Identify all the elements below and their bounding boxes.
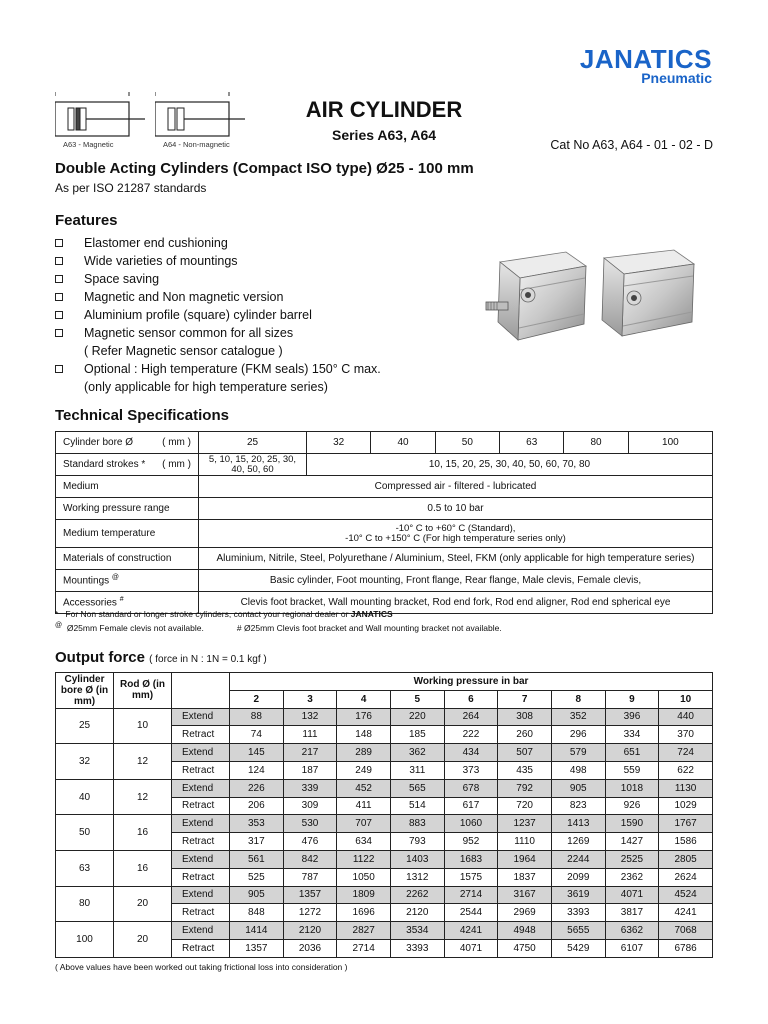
force-row-extend: [56, 922, 713, 940]
force-row-extend: [56, 779, 713, 797]
retract-label: Retract: [172, 939, 230, 957]
force-value-cell: 352: [551, 708, 605, 726]
force-value-cell: 3167: [498, 886, 552, 904]
rod-cell: 12: [114, 744, 172, 780]
force-value-cell: 1050: [337, 868, 391, 886]
force-value-cell: 296: [551, 726, 605, 744]
spec-row-materials: [56, 548, 713, 570]
air-cylinder-illustration: [478, 240, 708, 350]
force-value-cell: 707: [337, 815, 391, 833]
retract-label: Retract: [172, 726, 230, 744]
spec-label: Materials of construction: [56, 548, 199, 570]
force-value-cell: 2525: [605, 850, 659, 868]
tech-spec-heading: Technical Specifications: [55, 407, 229, 424]
pressure-header: Working pressure in bar: [230, 673, 713, 691]
force-value-cell: 1586: [659, 833, 713, 851]
force-value-cell: 1413: [551, 815, 605, 833]
bore-cell: 63: [56, 850, 114, 886]
force-value-cell: 720: [498, 797, 552, 815]
force-value-cell: 370: [659, 726, 713, 744]
checkbox-bullet-icon: [55, 239, 63, 247]
force-value-cell: 2362: [605, 868, 659, 886]
force-value-cell: 787: [283, 868, 337, 886]
force-value-cell: 435: [498, 761, 552, 779]
feature-item: Optional : High temperature (FKM seals) 150° C max. (only applicable for high temperature series): [55, 360, 475, 396]
force-value-cell: 308: [498, 708, 552, 726]
force-value-cell: 4071: [605, 886, 659, 904]
force-value-cell: 905: [230, 886, 284, 904]
feature-item: Wide varieties of mountings: [55, 252, 475, 270]
force-value-cell: 2036: [283, 939, 337, 957]
force-value-cell: 793: [390, 833, 444, 851]
rod-cell: 16: [114, 815, 172, 851]
force-value-cell: 334: [605, 726, 659, 744]
pressure-value-header: 7: [498, 690, 552, 708]
spec-cell: Aluminium, Nitrile, Steel, Polyurethane / Aluminium, Steel, FKM (only applicable for high temperature series): [199, 548, 713, 570]
rod-cell: 20: [114, 886, 172, 922]
pressure-value-header: 9: [605, 690, 659, 708]
force-row-extend: [56, 850, 713, 868]
extend-label: Extend: [172, 886, 230, 904]
force-value-cell: 1122: [337, 850, 391, 868]
features-heading: Features: [55, 212, 118, 229]
checkbox-bullet-icon: [55, 329, 63, 337]
pressure-value-header: 4: [337, 690, 391, 708]
spec-row-bore: [56, 432, 713, 454]
force-value-cell: 220: [390, 708, 444, 726]
spec-label: Standard strokes * ( mm ): [56, 454, 199, 476]
force-value-cell: 823: [551, 797, 605, 815]
force-value-cell: 525: [230, 868, 284, 886]
force-value-cell: 5655: [551, 922, 605, 940]
force-value-cell: 1312: [390, 868, 444, 886]
force-value-cell: 132: [283, 708, 337, 726]
rod-cell: 10: [114, 708, 172, 744]
force-value-cell: 187: [283, 761, 337, 779]
force-value-cell: 124: [230, 761, 284, 779]
rod-cell: 20: [114, 922, 172, 958]
note-2: @ Ø25mm Female clevis not available. # Ø25mm Clevis foot bracket and Wall mounting bracket not available.: [55, 622, 502, 633]
schematic-a63-caption: A63 - Magnetic: [63, 140, 114, 149]
force-value-cell: 1837: [498, 868, 552, 886]
force-value-cell: 514: [390, 797, 444, 815]
force-value-cell: 4524: [659, 886, 713, 904]
spec-row-pressure: [56, 498, 713, 520]
extend-label: Extend: [172, 744, 230, 762]
force-value-cell: 145: [230, 744, 284, 762]
output-force-table: [55, 672, 713, 958]
force-value-cell: 1403: [390, 850, 444, 868]
bore-header: Cylinder bore Ø (in mm): [56, 673, 114, 709]
spec-notes: [55, 608, 502, 634]
spec-label: Medium: [56, 476, 199, 498]
force-value-cell: 6362: [605, 922, 659, 940]
extend-label: Extend: [172, 708, 230, 726]
force-value-cell: 289: [337, 744, 391, 762]
force-header-row: [56, 673, 713, 691]
force-value-cell: 3393: [390, 939, 444, 957]
catalogue-number: Cat No A63, A64 - 01 - 02 - D: [550, 138, 713, 152]
bore-cell: 32: [56, 744, 114, 780]
force-value-cell: 148: [337, 726, 391, 744]
force-value-cell: 373: [444, 761, 498, 779]
spec-row-strokes: [56, 454, 713, 476]
force-value-cell: 226: [230, 779, 284, 797]
force-value-cell: 264: [444, 708, 498, 726]
force-value-cell: 452: [337, 779, 391, 797]
force-row-extend: [56, 708, 713, 726]
pressure-value-header: 10: [659, 690, 713, 708]
bore-cell: 25: [56, 708, 114, 744]
force-value-cell: 842: [283, 850, 337, 868]
force-value-cell: 476: [283, 833, 337, 851]
force-value-cell: 792: [498, 779, 552, 797]
checkbox-bullet-icon: [55, 275, 63, 283]
spec-cell: 40: [371, 432, 435, 454]
force-value-cell: 6786: [659, 939, 713, 957]
retract-label: Retract: [172, 904, 230, 922]
force-value-cell: 579: [551, 744, 605, 762]
feature-item: Magnetic and Non magnetic version: [55, 288, 475, 306]
force-value-cell: 1427: [605, 833, 659, 851]
spec-cell: 100: [628, 432, 712, 454]
force-value-cell: 617: [444, 797, 498, 815]
force-value-cell: 260: [498, 726, 552, 744]
spec-cell: Clevis foot bracket, Wall mounting bracket, Rod end fork, Rod end aligner, Rod end spherical eye: [199, 592, 713, 614]
force-value-cell: 411: [337, 797, 391, 815]
spec-label: Medium temperature: [56, 520, 199, 548]
force-row-extend: [56, 744, 713, 762]
force-value-cell: 206: [230, 797, 284, 815]
force-value-cell: 4241: [659, 904, 713, 922]
spec-row-temperature: [56, 520, 713, 548]
force-value-cell: 565: [390, 779, 444, 797]
spec-cell: 0.5 to 10 bar: [199, 498, 713, 520]
brand-name: JANATICS: [579, 44, 712, 74]
spec-cell: 32: [307, 432, 371, 454]
extend-label: Extend: [172, 850, 230, 868]
spec-cell: Compressed air - filtered - lubricated: [199, 476, 713, 498]
spec-label: Cylinder bore Ø ( mm ): [56, 432, 199, 454]
force-value-cell: 1018: [605, 779, 659, 797]
bore-cell: 50: [56, 815, 114, 851]
checkbox-bullet-icon: [55, 293, 63, 301]
spec-cell: 10, 15, 20, 25, 30, 40, 50, 60, 70, 80: [307, 454, 713, 476]
spec-cell: Basic cylinder, Foot mounting, Front flange, Rear flange, Male clevis, Female clevis,: [199, 570, 713, 592]
force-value-cell: 249: [337, 761, 391, 779]
spec-label: Accessories #: [56, 592, 199, 614]
force-value-cell: 1809: [337, 886, 391, 904]
force-value-cell: 4241: [444, 922, 498, 940]
spec-label: Mountings @: [56, 570, 199, 592]
force-value-cell: 498: [551, 761, 605, 779]
action-header: [172, 673, 230, 709]
force-value-cell: 530: [283, 815, 337, 833]
retract-label: Retract: [172, 833, 230, 851]
force-value-cell: 2969: [498, 904, 552, 922]
pressure-value-header: 6: [444, 690, 498, 708]
standard-note: As per ISO 21287 standards: [55, 181, 207, 195]
force-value-cell: 4948: [498, 922, 552, 940]
force-value-cell: 2262: [390, 886, 444, 904]
force-value-cell: 185: [390, 726, 444, 744]
checkbox-bullet-icon: [55, 257, 63, 265]
force-value-cell: 176: [337, 708, 391, 726]
features-list: [55, 234, 475, 396]
note-1: * For Non standard or longer stroke cylinders, contact your regional dealer or JANATICS: [55, 609, 393, 619]
force-value-cell: 507: [498, 744, 552, 762]
force-value-cell: 2120: [283, 922, 337, 940]
pressure-value-header: 2: [230, 690, 284, 708]
force-value-cell: 1696: [337, 904, 391, 922]
force-value-cell: 1130: [659, 779, 713, 797]
page-title: AIR CYLINDER: [305, 97, 463, 122]
pressure-value-header: 5: [390, 690, 444, 708]
checkbox-bullet-icon: [55, 311, 63, 319]
force-value-cell: 1110: [498, 833, 552, 851]
brand-tagline: Pneumatic: [641, 70, 712, 86]
spec-cell: -10° C to +60° C (Standard), -10° C to +150° C (For high temperature series only): [199, 520, 713, 548]
feature-item: Magnetic sensor common for all sizes ( Refer Magnetic sensor catalogue ): [55, 324, 475, 360]
pressure-value-header: 3: [283, 690, 337, 708]
force-value-cell: 905: [551, 779, 605, 797]
force-value-cell: 7068: [659, 922, 713, 940]
force-value-cell: 1029: [659, 797, 713, 815]
force-value-cell: 2624: [659, 868, 713, 886]
force-value-cell: 1272: [283, 904, 337, 922]
spec-cell: 50: [435, 432, 499, 454]
series-subtitle: Series A63, A64: [331, 127, 437, 143]
force-value-cell: 1575: [444, 868, 498, 886]
force-value-cell: 926: [605, 797, 659, 815]
spec-row-medium: [56, 476, 713, 498]
force-value-cell: 434: [444, 744, 498, 762]
force-value-cell: 309: [283, 797, 337, 815]
force-value-cell: 634: [337, 833, 391, 851]
force-value-cell: 848: [230, 904, 284, 922]
product-heading: Double Acting Cylinders (Compact ISO type) Ø25 - 100 mm: [55, 160, 474, 177]
spec-cell: 80: [564, 432, 628, 454]
spec-row-mountings: [56, 570, 713, 592]
force-value-cell: 111: [283, 726, 337, 744]
force-value-cell: 1590: [605, 815, 659, 833]
force-value-cell: 1683: [444, 850, 498, 868]
brand-logo: [579, 44, 712, 86]
force-value-cell: 339: [283, 779, 337, 797]
force-value-cell: 559: [605, 761, 659, 779]
force-value-cell: 1269: [551, 833, 605, 851]
force-value-cell: 317: [230, 833, 284, 851]
force-value-cell: 1414: [230, 922, 284, 940]
force-value-cell: 1767: [659, 815, 713, 833]
force-value-cell: 362: [390, 744, 444, 762]
tech-spec-table: [55, 431, 713, 614]
force-table-body: [56, 708, 713, 957]
force-value-cell: 2827: [337, 922, 391, 940]
force-value-cell: 5429: [551, 939, 605, 957]
force-value-cell: 952: [444, 833, 498, 851]
bore-cell: 80: [56, 886, 114, 922]
feature-item: Aluminium profile (square) cylinder barrel: [55, 306, 475, 324]
force-value-cell: 3393: [551, 904, 605, 922]
force-row-extend: [56, 886, 713, 904]
retract-label: Retract: [172, 761, 230, 779]
force-value-cell: 2099: [551, 868, 605, 886]
force-value-cell: 561: [230, 850, 284, 868]
rod-header: Rod Ø (in mm): [114, 673, 172, 709]
extend-label: Extend: [172, 922, 230, 940]
feature-item: Space saving: [55, 270, 475, 288]
force-value-cell: 4750: [498, 939, 552, 957]
retract-label: Retract: [172, 797, 230, 815]
pressure-value-header: 8: [551, 690, 605, 708]
force-value-cell: 1060: [444, 815, 498, 833]
force-value-cell: 2120: [390, 904, 444, 922]
force-value-cell: 353: [230, 815, 284, 833]
feature-item: Elastomer end cushioning: [55, 234, 475, 252]
bore-cell: 40: [56, 779, 114, 815]
force-value-cell: 440: [659, 708, 713, 726]
retract-label: Retract: [172, 868, 230, 886]
force-row-extend: [56, 815, 713, 833]
spec-cell: 63: [500, 432, 564, 454]
force-value-cell: 74: [230, 726, 284, 744]
force-value-cell: 883: [390, 815, 444, 833]
spec-label: Working pressure range: [56, 498, 199, 520]
force-value-cell: 3619: [551, 886, 605, 904]
force-value-cell: 2244: [551, 850, 605, 868]
schematic-a64-caption: A64 - Non-magnetic: [163, 140, 230, 149]
force-value-cell: 1357: [230, 939, 284, 957]
force-value-cell: 217: [283, 744, 337, 762]
extend-label: Extend: [172, 779, 230, 797]
checkbox-bullet-icon: [55, 365, 63, 373]
force-value-cell: 2544: [444, 904, 498, 922]
force-value-cell: 222: [444, 726, 498, 744]
force-value-cell: 2714: [337, 939, 391, 957]
bore-cell: 100: [56, 922, 114, 958]
force-value-cell: 622: [659, 761, 713, 779]
product-photo: [478, 240, 708, 355]
force-value-cell: 651: [605, 744, 659, 762]
force-value-cell: 1357: [283, 886, 337, 904]
force-value-cell: 2805: [659, 850, 713, 868]
output-footnote: ( Above values have been worked out taking frictional loss into consideration ): [55, 962, 348, 972]
extend-label: Extend: [172, 815, 230, 833]
force-value-cell: 311: [390, 761, 444, 779]
force-value-cell: 2714: [444, 886, 498, 904]
force-value-cell: 6107: [605, 939, 659, 957]
force-value-cell: 1964: [498, 850, 552, 868]
force-value-cell: 678: [444, 779, 498, 797]
rod-cell: 16: [114, 850, 172, 886]
force-value-cell: 4071: [444, 939, 498, 957]
force-value-cell: 88: [230, 708, 284, 726]
spec-cell: 25: [199, 432, 307, 454]
spec-cell: 5, 10, 15, 20, 25, 30, 40, 50, 60: [199, 454, 307, 476]
force-value-cell: 3817: [605, 904, 659, 922]
output-force-heading: Output force ( force in N : 1N = 0.1 kgf ): [55, 649, 267, 666]
force-value-cell: 3534: [390, 922, 444, 940]
force-value-cell: 724: [659, 744, 713, 762]
rod-cell: 12: [114, 779, 172, 815]
force-value-cell: 396: [605, 708, 659, 726]
force-value-cell: 1237: [498, 815, 552, 833]
